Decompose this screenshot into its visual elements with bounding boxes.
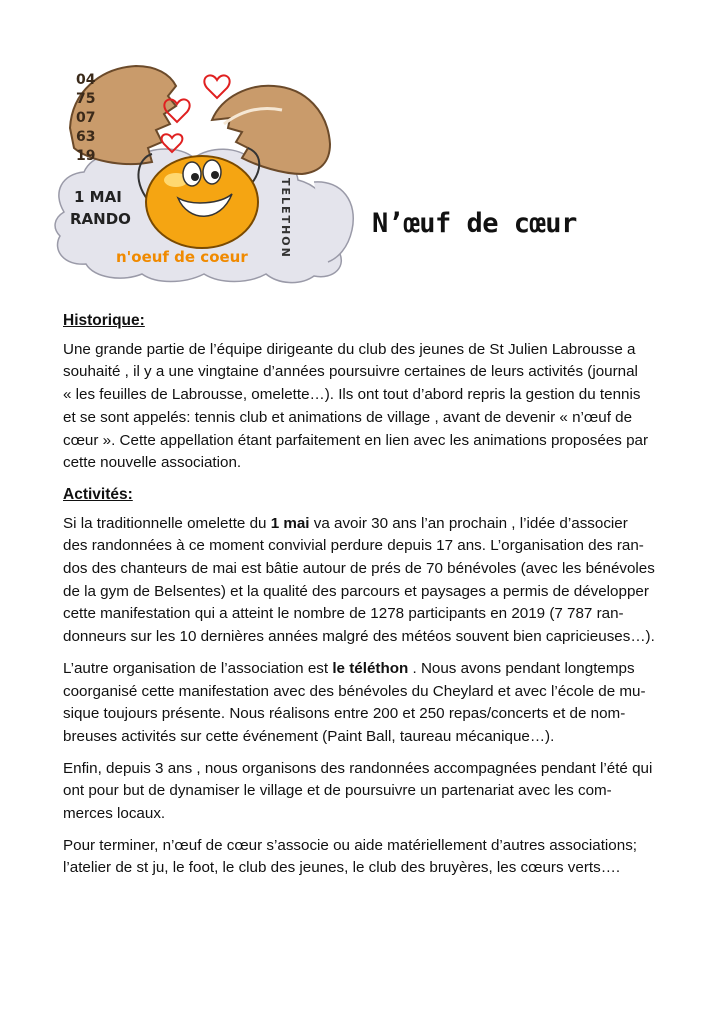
text-line (63, 780, 671, 803)
text-run: Enfin, depuis 3 ans , nous organisons des randonnées accompagnées pendant l’été qui (63, 759, 653, 777)
egg-yolk (146, 156, 258, 248)
text-line (63, 452, 671, 475)
text-line (63, 603, 671, 626)
heart-icon (204, 75, 229, 98)
text-line (63, 430, 671, 453)
page-title: N’œuf de cœur (372, 208, 577, 239)
text-line (63, 339, 671, 362)
text-run: « les feuilles de Labrousse, omelette…). Ils ont tout d’abord repris la gestion du tennis (63, 386, 641, 404)
phone-digits-2: 75 (76, 91, 96, 107)
text-run: breuses activités sur cette événement (Paint Ball, taureau mécanique…). (63, 727, 555, 745)
bold-text: 1 mai (270, 514, 310, 532)
left-eye-icon (183, 162, 201, 186)
phone-digits-1: 04 (76, 72, 96, 88)
text-line (63, 681, 671, 704)
paragraph (63, 835, 671, 880)
phone-digits-5: 19 (76, 148, 96, 164)
phone-digits-3: 07 (76, 110, 96, 126)
paragraph (63, 513, 671, 649)
text-run: Pour terminer, n’œuf de cœur s’associe ou aide matériellement d’autres associations; (63, 836, 638, 854)
text-run: merces locaux. (63, 805, 166, 823)
text-line (63, 857, 671, 880)
text-line (63, 535, 671, 558)
noeuf-de-coeur-logo (52, 62, 362, 284)
text-run: donneurs sur les 10 dernières années malgré des météos souvent bien capricieuses…). (63, 628, 655, 646)
text-line (63, 726, 671, 749)
text-run: souhaité , il y a une vingtaine d’années poursuivre certaines de leurs activités (journal (63, 363, 638, 381)
text-line (63, 407, 671, 430)
text-run: L’autre organisation de l’association est (63, 659, 333, 677)
text-run: et se sont appelés: tennis club et animations de village , avant de devenir « n’œuf de (63, 408, 633, 426)
text-line (63, 758, 671, 781)
section-heading: Activités: (63, 485, 133, 503)
text-run: . Nous avons pendant longtemps (408, 659, 635, 677)
text-run: cette manifestation qui a atteint le nombre de 1278 participants en 2019 (7 787 ran- (63, 605, 624, 623)
bubble-text-rando: RANDO (70, 210, 131, 228)
text-line (63, 384, 671, 407)
text-line (63, 803, 671, 826)
text-run: Si la traditionnelle omelette du (63, 514, 271, 532)
text-run: cette nouvelle association. (63, 454, 242, 472)
right-pupil (211, 171, 219, 179)
text-run: des randonnées à ce moment convivial perdure depuis 17 ans. L’organisation des ran- (63, 537, 644, 555)
text-line (63, 703, 671, 726)
bubble-text-1-mai: 1 MAI (74, 188, 122, 206)
text-run: l’atelier de st ju, le foot, le club des jeunes, le club des bruyères, les cœurs verts…. (63, 859, 621, 877)
text-run: ont pour but de dynamiser le village et de poursuivre un partenariat avec les com- (63, 782, 612, 800)
text-run: cœur ». Cette appellation étant parfaitement en lien avec les animations proposées par (63, 431, 649, 449)
text-line (63, 658, 671, 681)
text-line (63, 558, 671, 581)
telethon-label: TELETHON (279, 178, 292, 259)
phone-digits-4: 63 (76, 129, 96, 145)
bold-text: le téléthon (332, 659, 409, 677)
logo-tagline: n'oeuf de coeur (116, 248, 248, 266)
phone-number (76, 72, 96, 164)
text-line (63, 361, 671, 384)
paragraph (63, 658, 671, 749)
text-run: va avoir 30 ans l’an prochain , l’idée d’associer (309, 514, 628, 532)
text-line (63, 581, 671, 604)
section-heading: Historique: (63, 312, 145, 329)
text-run: sique toujours présente. Nous réalisons entre 200 et 250 repas/concerts et de nom- (63, 705, 626, 723)
text-run: coorganisé cette manifestation avec des bénévoles du Cheylard et avec l’école de mu- (63, 682, 646, 700)
text-line (63, 626, 671, 649)
left-pupil (191, 173, 199, 181)
text-line (63, 835, 671, 858)
right-eye-icon (203, 160, 221, 184)
text-run: de la gym de Belsentes) et la qualité des parcours et paysages a permis de développer (63, 582, 649, 600)
text-run: dos des chanteurs de mai est bâtie autour de prés de 70 bénévoles (avec les bénévoles (63, 560, 655, 578)
paragraph (63, 339, 671, 475)
text-line (63, 513, 671, 536)
text-run: Une grande partie de l’équipe dirigeante du club des jeunes de St Julien Labrousse a (63, 340, 636, 358)
document-body (63, 310, 671, 889)
paragraph (63, 758, 671, 826)
